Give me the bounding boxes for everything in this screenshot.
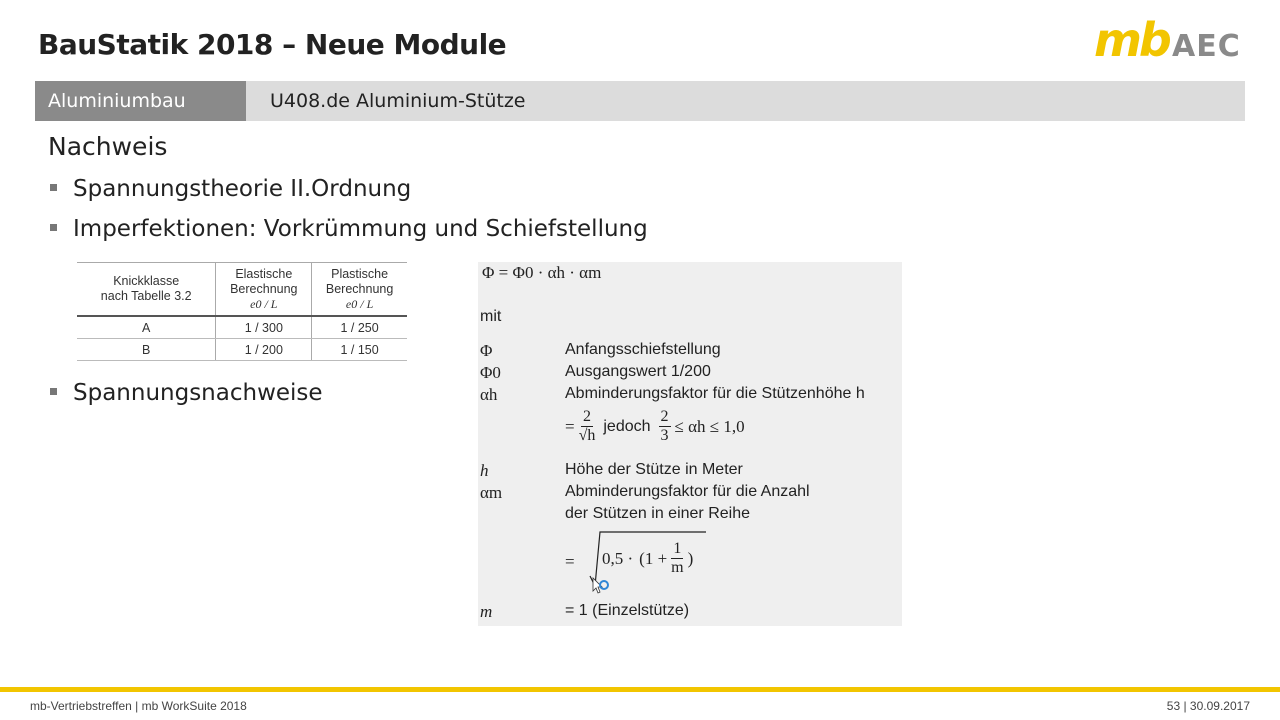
symbol-alpha-m: αm (480, 483, 503, 502)
category-label: Aluminiumbau (35, 81, 246, 121)
alpha-h-equation: = $\frac{2}{√h}$ jedoch $\frac{2}{3}$ ≤ αh ≤ 1,0 (565, 408, 745, 444)
bullet-text: Imperfektionen: Vorkrümmung und Schiefstellung (73, 216, 648, 242)
svg-text:AEC: AEC (1172, 29, 1241, 62)
main-formula: Φ = Φ0 · αh · αm (482, 263, 602, 282)
alpha-m-equation: 0,5 · (1 + $\frac{1}{m}$ ) (602, 540, 694, 576)
desc-phi: Anfangsschiefstellung (565, 341, 721, 358)
table-header-cell: Plastische Berechnung e0 / L (312, 263, 407, 317)
symbol-alpha-h: αh (480, 385, 498, 404)
bullet-item (50, 216, 648, 242)
desc-alpha-m: Abminderungsfaktor für die Anzahl (565, 483, 810, 500)
module-title: U408.de Aluminium-Stütze (270, 90, 526, 112)
mouse-cursor-icon (590, 577, 612, 599)
bullet-item (50, 380, 323, 406)
bullet-text: Spannungstheorie II.Ordnung (73, 176, 412, 202)
table-cell: B (77, 339, 216, 361)
bullet-square-icon (50, 224, 57, 231)
bullet-square-icon (50, 388, 57, 395)
mb-aec-logo (1092, 16, 1248, 62)
slide-title: BauStatik 2018 – Neue Module (38, 28, 507, 61)
footer-accent-line (0, 687, 1280, 692)
section-heading: Nachweis (48, 132, 168, 161)
symbol-phi0: Φ0 (480, 363, 501, 382)
symbol-m: m (480, 602, 493, 621)
mit-label: mit (480, 308, 502, 325)
table-cell: 1 / 150 (312, 339, 407, 361)
table-cell: 1 / 250 (312, 316, 407, 339)
svg-text:mb: mb (1094, 16, 1169, 62)
desc-h: Höhe der Stütze in Meter (565, 461, 743, 478)
desc-m: = 1 (Einzelstütze) (565, 602, 690, 619)
symbol-phi: Φ (480, 341, 493, 360)
table-cell: 1 / 200 (216, 339, 312, 361)
bullet-text: Spannungsnachweise (73, 380, 323, 406)
table-cell: A (77, 316, 216, 339)
table-row (77, 316, 407, 339)
header-bar (35, 81, 1245, 121)
desc-alpha-m-cont: der Stützen in einer Reihe (565, 505, 750, 522)
symbol-h: h (480, 461, 489, 480)
table-row (77, 339, 407, 361)
alpha-m-eq-sign: = (565, 552, 575, 571)
footer-page-date: 53 | 30.09.2017 (1166, 699, 1250, 713)
bullet-item (50, 176, 411, 202)
table-header-row (77, 263, 407, 317)
table-cell: 1 / 300 (216, 316, 312, 339)
knickklasse-table (77, 262, 407, 361)
table-header-cell: Elastische Berechnung e0 / L (216, 263, 312, 317)
desc-alpha-h: Abminderungsfaktor für die Stützenhöhe h (565, 385, 865, 402)
bullet-square-icon (50, 184, 57, 191)
table-header-cell: Knickklasse nach Tabelle 3.2 (77, 263, 216, 317)
desc-phi0: Ausgangswert 1/200 (565, 363, 711, 380)
footer-event: mb-Vertriebstreffen | mb WorkSuite 2018 (30, 699, 247, 713)
